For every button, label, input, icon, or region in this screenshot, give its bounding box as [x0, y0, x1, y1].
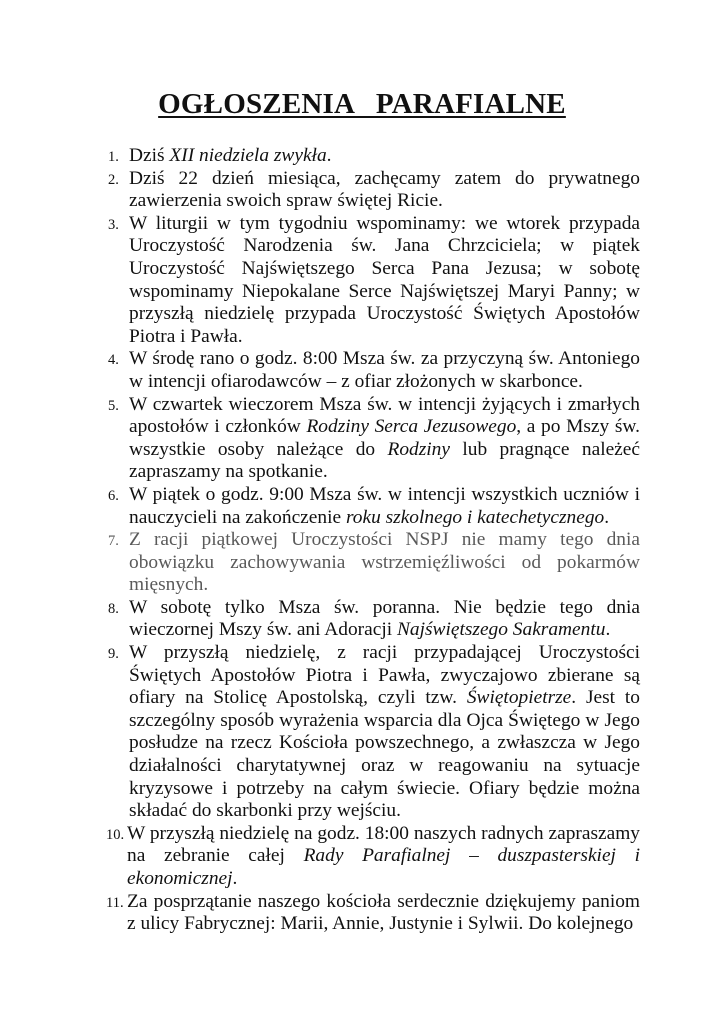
item-text: W środę rano o godz. 8:00 Msza św. za przyczyną św. Antoniego w intencji ofiarodawców – z ofiar złożonych w skarbonce.	[129, 348, 640, 392]
announcement-item	[104, 394, 640, 484]
announcement-item	[104, 823, 640, 891]
announcement-item	[104, 484, 640, 529]
item-text: W liturgii w tym tygodniu wspominamy: we wtorek przypada Uroczystość Narodzenia św. Jana Chrzciciela; w piątek Uroczystość Najświętszego Serca Pana Jezusa; w sobotę wspominamy Niepokalane Serce Najświętszej Maryi Panny; w przyszłą niedzielę przypada Uroczystość Świętych Apostołów Piotra i Pawła.	[129, 212, 640, 347]
item-text: Dziś 22 dzień miesiąca, zachęcamy zatem do prywatnego zawierzenia swoich spraw świętej Ricie.	[129, 167, 640, 212]
item-number: 10.	[106, 826, 125, 843]
announcement-item	[104, 348, 640, 393]
item-text: lub pragnące należeć zapraszamy na spotkanie.	[129, 438, 641, 483]
announcement-item	[104, 597, 640, 642]
item-number: 6.	[108, 487, 119, 504]
item-number: 9.	[108, 646, 119, 663]
item-text: .	[232, 868, 238, 889]
item-text: . Jest to szczególny sposób wyrażenia wsparcia dla Ojca Świętego w Jego posłudze na rzecz Kościoła powszechnego, a zwłaszcza w Jego działalności charytatywnej oraz w reagowaniu na sytuacje kryzysowe i potrzeby na całym świecie. Ofiary będzie można składać do skarbonki przy wejściu.	[129, 687, 640, 822]
announcement-item	[104, 213, 640, 349]
announcement-item	[104, 529, 640, 597]
item-number: 1.	[108, 149, 119, 165]
item-text: .	[604, 506, 610, 528]
item-text: Za posprzątanie naszego kościoła serdecznie dziękujemy paniom z ulicy Fabrycznej: Marii, Annie, Justynie i Sylwii. Do kolejnego	[127, 890, 640, 935]
announcement-item	[104, 891, 640, 936]
item-text-italic: Świętopietrze	[466, 687, 572, 709]
item-text: .	[605, 619, 611, 641]
item-text: W przyszłą niedzielę na godz. 18:00 naszych radnych zapraszamy na zebranie całej	[127, 822, 640, 867]
item-text: W czwartek wieczorem Msza św. w intencji żyjących i zmarłych apostołów i członków	[129, 393, 640, 438]
item-text-italic: Rodziny Serca Jezusowego	[306, 416, 517, 438]
item-number: 3.	[108, 216, 119, 233]
announcement-item	[104, 642, 640, 823]
item-text-italic: roku szkolnego i katechetycznego	[345, 506, 605, 528]
item-text-italic: XII niedziela zwykła	[169, 145, 327, 166]
page-title	[0, 86, 724, 122]
item-text-italic: Rady Parafialnej – duszpasterskiej i ekonomicznej	[127, 845, 640, 889]
item-number: 5.	[108, 397, 119, 414]
item-text: Dziś	[129, 145, 170, 166]
item-text: Z racji piątkowej Uroczystości NSPJ nie mamy tego dnia obowiązku zachowywania wstrzemięźliwości od pokarmów mięsnych.	[129, 529, 640, 596]
item-number: 2.	[108, 171, 119, 188]
item-number: 7.	[108, 533, 119, 550]
item-number: 4.	[108, 352, 119, 369]
item-text-italic: Najświętszego Sakramentu	[396, 619, 606, 641]
item-text: W sobotę tylko Msza św. poranna. Nie będzie tego dnia wieczornej Mszy św. ani Adoracji	[129, 596, 640, 641]
item-text: W piątek o godz. 9:00 Msza św. w intencji wszystkich uczniów i nauczycieli na zakończenie	[129, 483, 640, 528]
item-number: 11.	[106, 894, 124, 911]
title-text: OGŁOSZENIA PARAFIALNE	[158, 88, 566, 120]
item-number: 8.	[108, 600, 119, 617]
announcement-item	[104, 168, 640, 213]
item-text: .	[326, 145, 332, 166]
item-text: W przyszłą niedzielę, z racji przypadającej Uroczystości Świętych Apostołów Piotra i Pawła, zwyczajowo zbierane są ofiary na Stolicę Apostolską, czyli tzw.	[129, 642, 640, 709]
item-text: , a po Mszy św. wszystkie osoby należące do	[129, 416, 640, 460]
announcements-list	[104, 145, 640, 936]
announcement-item	[104, 145, 640, 168]
item-text-italic: Rodziny	[387, 438, 450, 460]
